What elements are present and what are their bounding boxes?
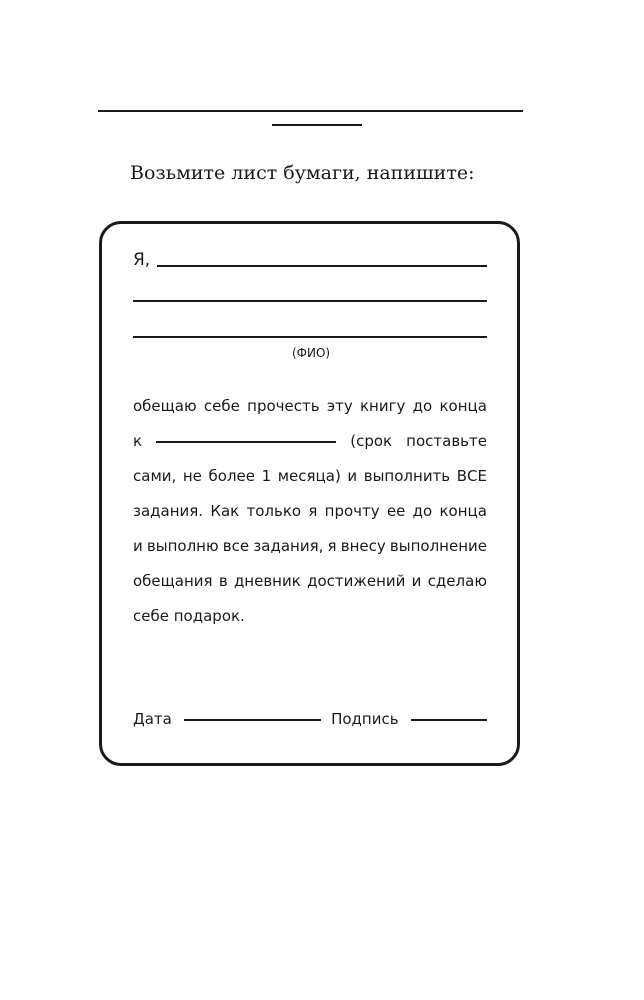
- promise-line-1: [133, 397, 487, 415]
- word: не: [182, 467, 202, 485]
- word: эту: [326, 397, 353, 415]
- word: до: [412, 502, 433, 520]
- promise-line-6: [133, 572, 487, 590]
- word: обещаю: [133, 397, 197, 415]
- word: задания,: [253, 537, 324, 555]
- word: месяца): [277, 467, 341, 485]
- word: себе: [203, 397, 240, 415]
- short-rule: [272, 124, 362, 126]
- word: достижений: [307, 572, 406, 590]
- promise-line-2: [133, 432, 487, 450]
- word: и: [133, 537, 143, 555]
- date-line: [184, 719, 321, 721]
- word: более: [208, 467, 255, 485]
- date-label: Дата: [133, 710, 172, 728]
- word: себе: [133, 607, 169, 625]
- promise-line-3: [133, 467, 487, 485]
- word: сами,: [133, 467, 177, 485]
- name-line-1: [157, 265, 487, 267]
- word: прочту: [324, 502, 380, 520]
- word: и: [347, 467, 358, 485]
- word: ее: [386, 502, 406, 520]
- word: конца: [439, 502, 487, 520]
- word: прочесть: [247, 397, 320, 415]
- word: подарок.: [173, 607, 245, 625]
- deadline-line: [156, 441, 336, 443]
- fio-label: (ФИО): [292, 346, 331, 360]
- word: только: [246, 502, 302, 520]
- word: выполню: [146, 537, 219, 555]
- ya-label: Я,: [133, 250, 151, 270]
- signature-label: Подпись: [331, 710, 399, 728]
- word: все: [222, 537, 250, 555]
- word: и: [411, 572, 422, 590]
- word: задания.: [133, 502, 204, 520]
- top-rule: [98, 110, 523, 112]
- word: выполнить: [363, 467, 451, 485]
- word: я: [308, 502, 318, 520]
- promise-card: [99, 221, 520, 766]
- word: поставьте: [406, 432, 487, 450]
- signature-line: [411, 719, 487, 721]
- word: Как: [210, 502, 240, 520]
- promise-line-5: [133, 537, 487, 555]
- word: в: [218, 572, 228, 590]
- word: я: [327, 537, 337, 555]
- word: книгу: [359, 397, 406, 415]
- word: (срок: [350, 432, 393, 450]
- name-line-2: [133, 300, 487, 302]
- word: конца: [439, 397, 487, 415]
- word: внесу: [340, 537, 386, 555]
- word: выполнение: [389, 537, 487, 555]
- promise-line-7: [133, 607, 487, 625]
- word: к: [133, 432, 143, 450]
- name-line-3: [133, 336, 487, 338]
- instruction-text: Возьмите лист бумаги, напишите:: [130, 162, 475, 184]
- word: дневник: [233, 572, 301, 590]
- word: сделаю: [427, 572, 487, 590]
- word: до: [412, 397, 433, 415]
- word: 1: [261, 467, 272, 485]
- promise-line-4: [133, 502, 487, 520]
- signature-row: [133, 710, 487, 728]
- word: ВСЕ: [456, 467, 487, 485]
- word: обещания: [133, 572, 213, 590]
